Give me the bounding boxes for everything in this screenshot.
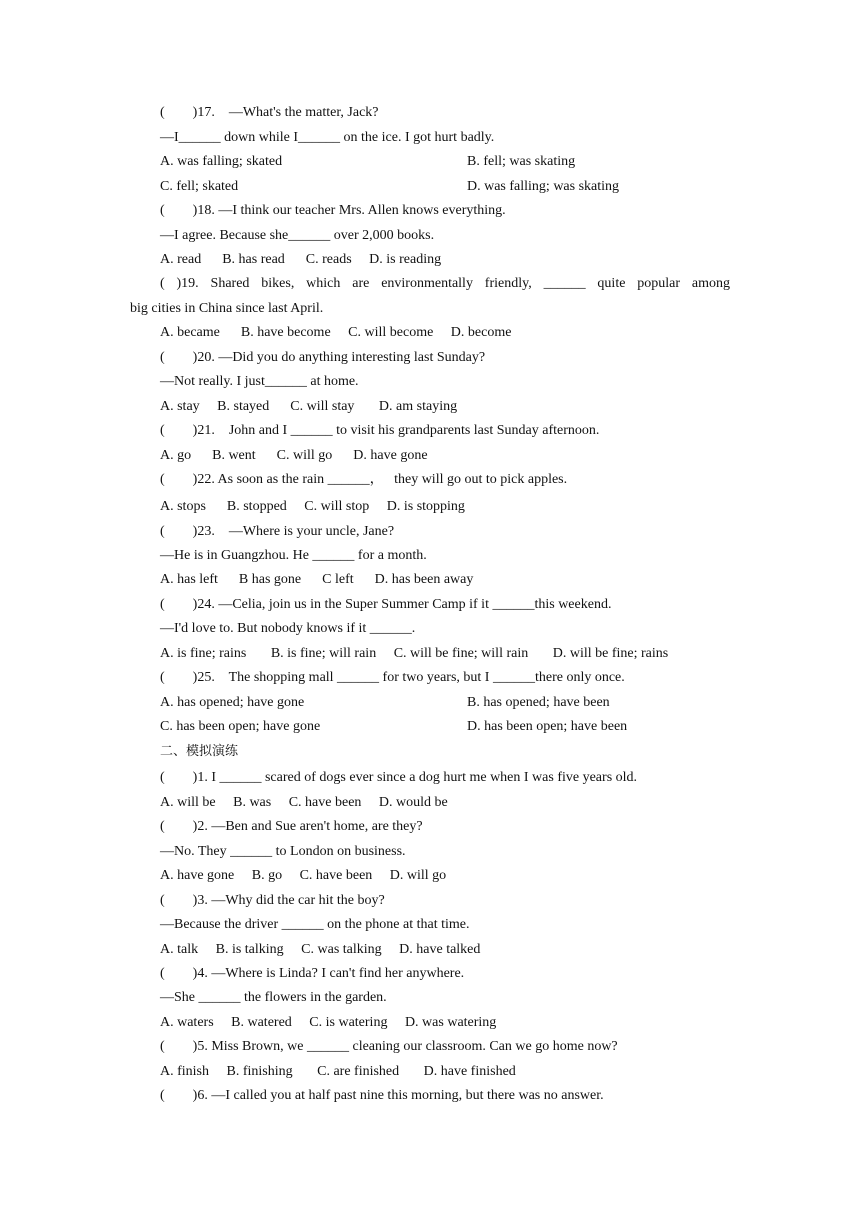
question-25-option-c: C. has been open; have gone: [160, 719, 321, 734]
question-17-option-d: D. was falling; was skating: [467, 179, 620, 194]
question-19-stem: ( )19. Shared bikes, which are environmentally friendly, ______ quite popular among: [160, 276, 730, 291]
practice-3-line2: —Because the driver ______ on the phone at that time.: [160, 917, 470, 932]
question-19-line2: big cities in China since last April.: [130, 301, 324, 316]
question-18-stem: ( )18. —I think our teacher Mrs. Allen knows everything.: [160, 203, 506, 218]
question-23-options: A. has left B has gone C left D. has been away: [160, 572, 474, 587]
question-24-options: A. is fine; rains B. is fine; will rain C. will be fine; will rain D. will be fine; rains: [160, 646, 669, 661]
question-22-stem: ( )22. As soon as the rain ______， they will go out to pick apples.: [160, 472, 568, 487]
practice-1-options: A. will be B. was C. have been D. would be: [160, 795, 448, 810]
question-17-line2: —I______ down while I______ on the ice. I got hurt badly.: [160, 130, 495, 145]
practice-2-line2: —No. They ______ to London on business.: [160, 844, 406, 859]
practice-4-line2: —She ______ the flowers in the garden.: [160, 990, 387, 1005]
practice-5-stem: ( )5. Miss Brown, we ______ cleaning our classroom. Can we go home now?: [160, 1039, 618, 1054]
question-17-option-c: C. fell; skated: [160, 179, 239, 194]
question-17-option-b: B. fell; was skating: [467, 154, 576, 169]
practice-4-stem: ( )4. —Where is Linda? I can't find her anywhere.: [160, 966, 465, 981]
practice-4-options: A. waters B. watered C. is watering D. was watering: [160, 1015, 497, 1030]
question-25-stem: ( )25. The shopping mall ______ for two years, but I ______there only once.: [160, 670, 625, 685]
question-25-option-b: B. has opened; have been: [467, 695, 610, 710]
practice-3-options: A. talk B. is talking C. was talking D. have talked: [160, 942, 481, 957]
question-20-options: A. stay B. stayed C. will stay D. am staying: [160, 399, 458, 414]
question-19-options: A. became B. have become C. will become D. become: [160, 325, 512, 340]
question-22-options: A. stops B. stopped C. will stop D. is stopping: [160, 499, 465, 514]
question-21-stem: ( )21. John and I ______ to visit his grandparents last Sunday afternoon.: [160, 423, 600, 438]
question-18-options: A. read B. has read C. reads D. is reading: [160, 252, 442, 267]
practice-6-stem: ( )6. —I called you at half past nine this morning, but there was no answer.: [160, 1088, 604, 1103]
practice-2-options: A. have gone B. go C. have been D. will go: [160, 868, 447, 883]
question-20-stem: ( )20. —Did you do anything interesting last Sunday?: [160, 350, 486, 365]
question-21-options: A. go B. went C. will go D. have gone: [160, 448, 428, 463]
practice-2-stem: ( )2. —Ben and Sue aren't home, are they?: [160, 819, 423, 834]
question-17-option-a: A. was falling; skated: [160, 154, 283, 169]
section-heading: 二、模拟演练: [160, 744, 239, 759]
practice-3-stem: ( )3. —Why did the car hit the boy?: [160, 893, 385, 908]
question-25-option-a: A. has opened; have gone: [160, 695, 305, 710]
question-23-stem: ( )23. —Where is your uncle, Jane?: [160, 524, 395, 539]
question-23-line2: —He is in Guangzhou. He ______ for a month.: [160, 548, 427, 563]
question-18-line2: —I agree. Because she______ over 2,000 books.: [160, 228, 435, 243]
practice-1-stem: ( )1. I ______ scared of dogs ever since a dog hurt me when I was five years old.: [160, 770, 638, 785]
question-20-line2: —Not really. I just______ at home.: [160, 374, 359, 389]
question-25-option-d: D. has been open; have been: [467, 719, 628, 734]
question-24-line2: —I'd love to. But nobody knows if it ______.: [160, 621, 416, 636]
question-17-stem: ( )17. —What's the matter, Jack?: [160, 105, 379, 120]
practice-5-options: A. finish B. finishing C. are finished D. have finished: [160, 1064, 516, 1079]
question-24-stem: ( )24. —Celia, join us in the Super Summer Camp if it ______this weekend.: [160, 597, 612, 612]
